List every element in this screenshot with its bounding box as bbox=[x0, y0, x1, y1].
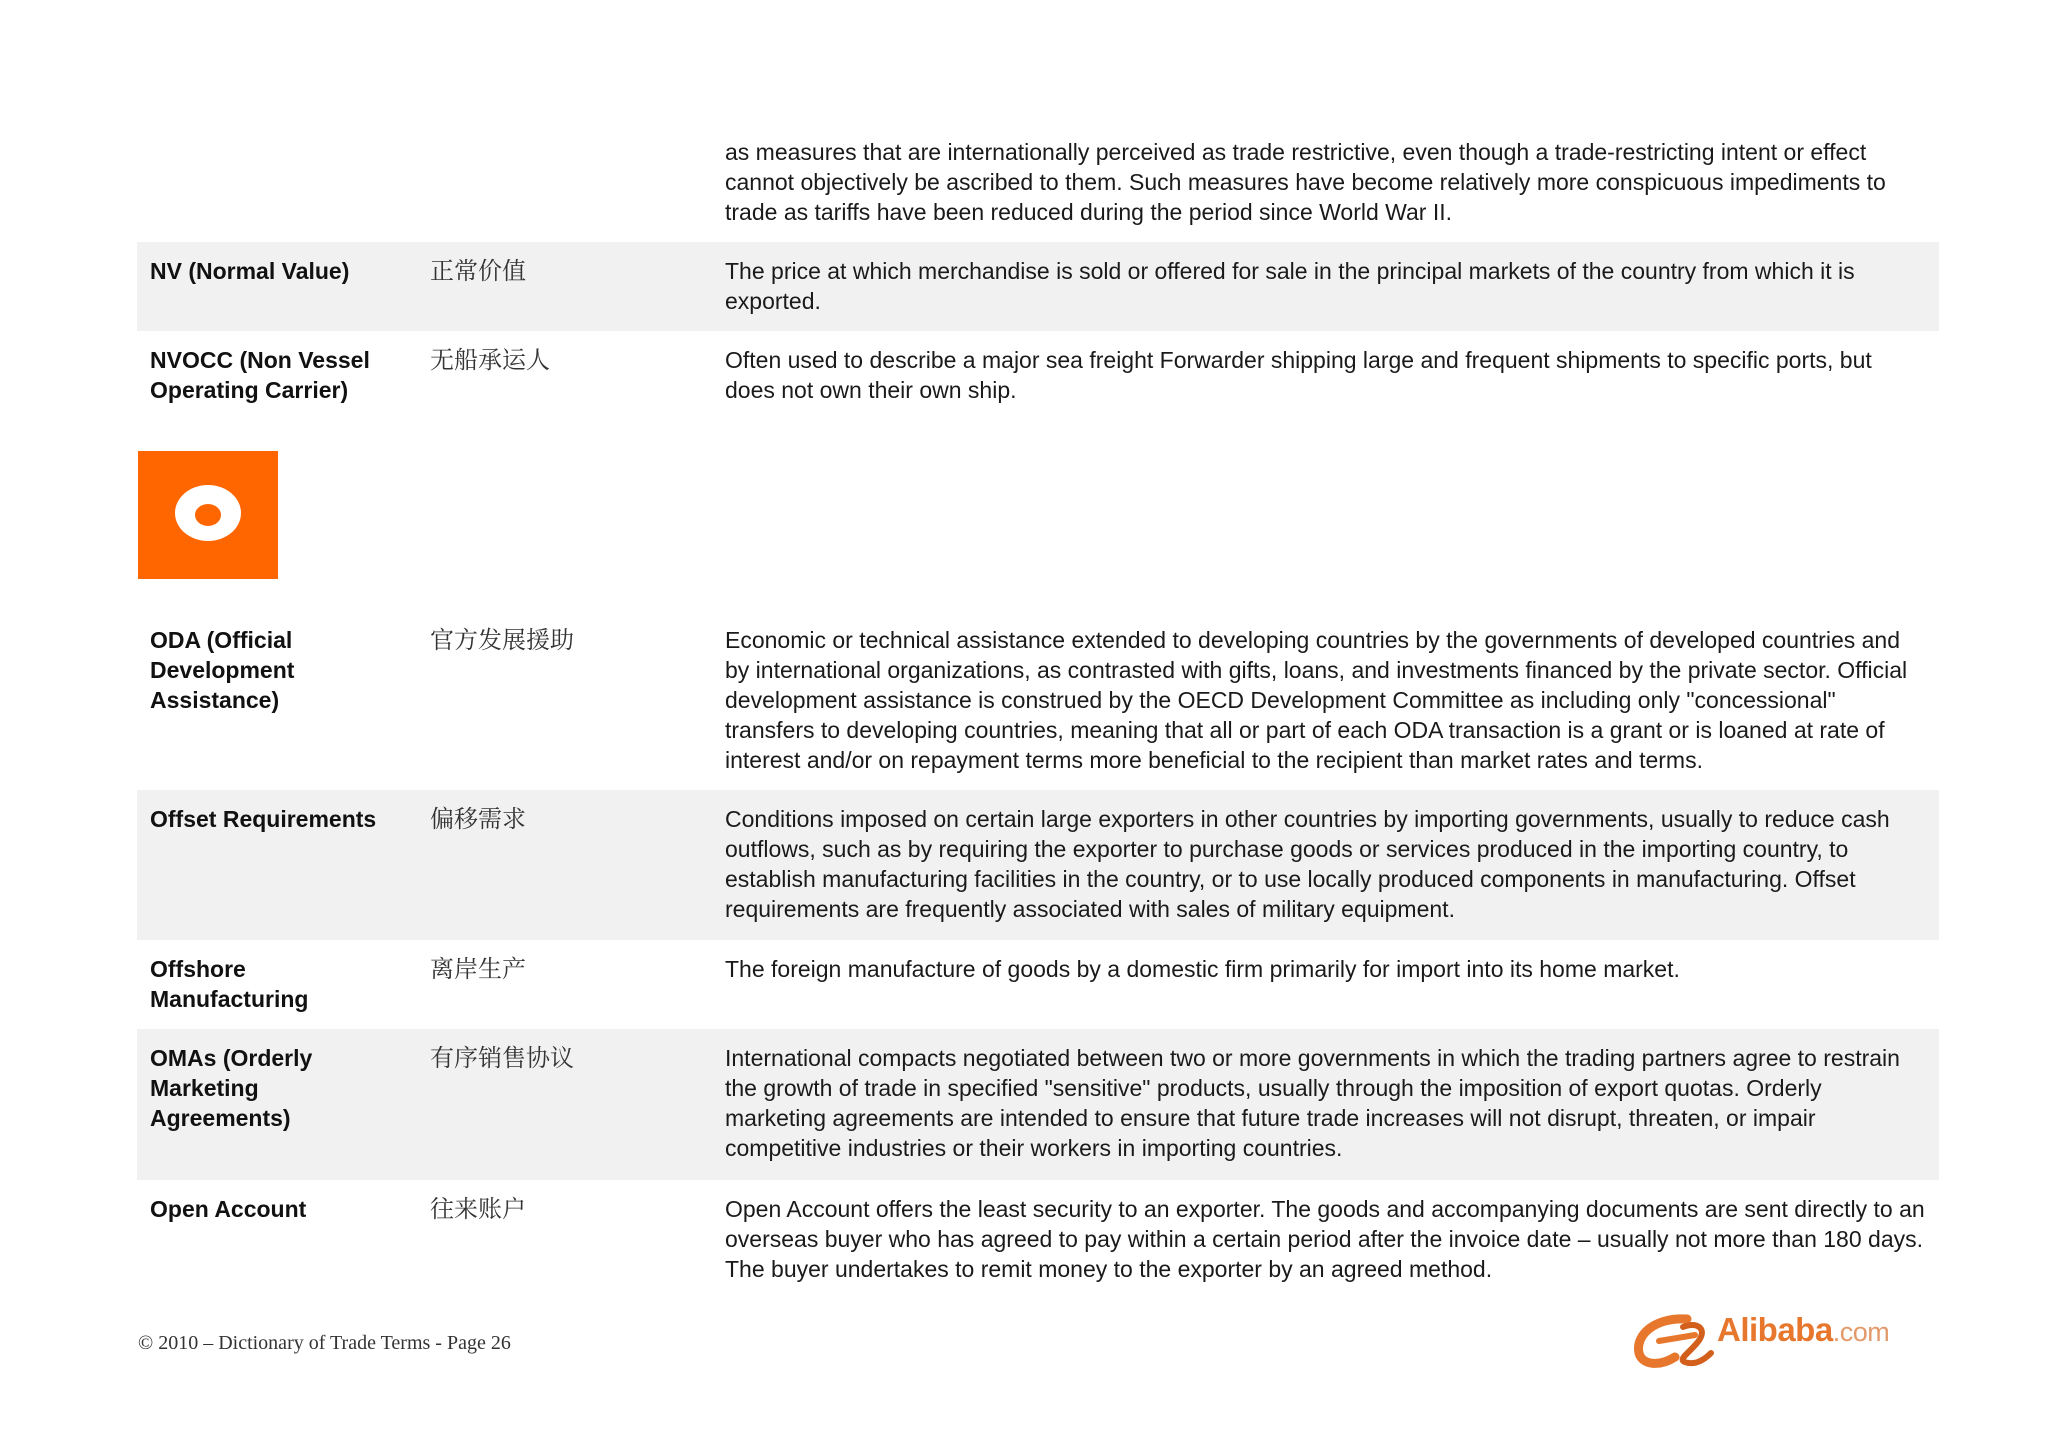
entry-row-nvocc bbox=[137, 331, 1939, 420]
definition: Often used to describe a major sea freight Forwarder shipping large and frequent shipments to specific ports, but does not own their own ship. bbox=[725, 347, 1872, 403]
definition: Conditions imposed on certain large exporters in other countries by importing governments, usually to reduce cash outflows, such as by requiring the exporter to purchase goods or services produced in the importing country, to establish manufacturing facilities in the country, or to use locally produced components in manufacturing. Offset requirements are frequently associated with sales of military equipment. bbox=[725, 806, 1890, 922]
entry-row-nv bbox=[137, 242, 1939, 331]
alibaba-logo bbox=[1625, 1305, 1925, 1375]
chinese-term: 正常价值 bbox=[430, 257, 526, 285]
chinese-term: 官方发展援助 bbox=[430, 626, 574, 654]
logo-suffix: .com bbox=[1832, 1317, 1890, 1347]
entry-row-oda bbox=[137, 611, 1939, 788]
chinese-term: 无船承运人 bbox=[430, 346, 550, 374]
chinese-term: 有序销售协议 bbox=[430, 1044, 574, 1072]
entry-row-omas bbox=[137, 1029, 1939, 1180]
term: ODA (Official Development Assistance) bbox=[150, 627, 295, 713]
term: Offset Requirements bbox=[150, 806, 377, 832]
term: Offshore Manufacturing bbox=[150, 956, 309, 1012]
alibaba-logo-text bbox=[1717, 1311, 1889, 1349]
entry-row-offset-requirements bbox=[137, 790, 1939, 940]
chinese-term: 离岸生产 bbox=[430, 955, 526, 983]
intro-text: as measures that are internationally perceived as trade restrictive, even though a trade-restricting intent or effect cannot objectively be ascribed to them. Such measures have become relatively more conspicuous impediments to trade as tariffs have been reduced during the period since World War II. bbox=[725, 139, 1886, 225]
term: NV (Normal Value) bbox=[150, 258, 350, 284]
term: Open Account bbox=[150, 1196, 307, 1222]
entry-row-offshore-manufacturing bbox=[137, 940, 1939, 1029]
definition: The foreign manufacture of goods by a domestic firm primarily for import into its home market. bbox=[725, 956, 1680, 982]
chinese-term: 往来账户 bbox=[430, 1195, 526, 1223]
page-footer: © 2010 – Dictionary of Trade Terms - Page 26 bbox=[138, 1332, 511, 1354]
definition: International compacts negotiated between two or more governments in which the trading partners agree to restrain the growth of trade in specified "sensitive" products, usually through the imposition of export quotas. Orderly marketing agreements are intended to ensure that future trade increases will not disrupt, threaten, or impair competitive industries or their workers in importing countries. bbox=[725, 1045, 1900, 1161]
term: OMAs (Orderly Marketing Agreements) bbox=[150, 1045, 313, 1131]
term: NVOCC (Non Vessel Operating Carrier) bbox=[150, 347, 370, 403]
chinese-term: 偏移需求 bbox=[430, 805, 526, 833]
entry-row-open-account bbox=[137, 1180, 1939, 1295]
section-letter-o-icon bbox=[138, 451, 278, 579]
logo-name: Alibaba bbox=[1717, 1311, 1833, 1348]
definition: The price at which merchandise is sold or offered for sale in the principal markets of the country from which it is exported. bbox=[725, 258, 1855, 314]
definition: Economic or technical assistance extended to developing countries by the governments of developed countries and by international organizations, as contrasted with gifts, loans, and investments financed by the private sector. Official development assistance is construed by the OECD Development Committee as including only "concessional" transfers to developing countries, meaning that all or part of each ODA transaction is a grant or is loaned at rate of interest and/or on repayment terms more beneficial to the recipient than market rates and terms. bbox=[725, 627, 1908, 773]
definition: Open Account offers the least security to an exporter. The goods and accompanying documents are sent directly to an overseas buyer who has agreed to pay within a certain period after the invoice date – usually not more than 180 days. The buyer undertakes to remit money to the exporter by an agreed method. bbox=[725, 1196, 1925, 1282]
alibaba-logo-mark-icon bbox=[1625, 1305, 1725, 1375]
